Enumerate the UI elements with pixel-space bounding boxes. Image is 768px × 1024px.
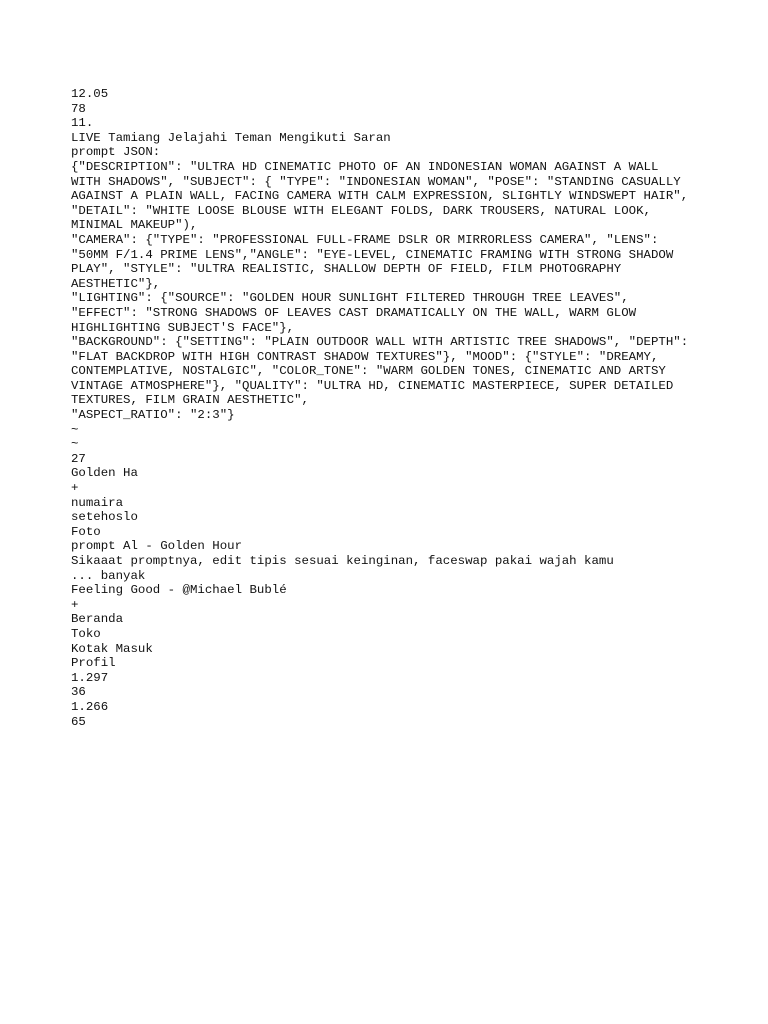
- prompt-json-line: "FLAT BACKDROP WITH HIGH CONTRAST SHADOW TEXTURES"}, "MOOD": {"STYLE": "DREAMY,: [71, 349, 659, 364]
- username[interactable]: numaira: [71, 495, 124, 510]
- prompt-json-line: {"DESCRIPTION": "ULTRA HD CINEMATIC PHOTO OF AN INDONESIAN WOMAN AGAINST A WALL: [71, 159, 659, 174]
- sound-label[interactable]: Golden Ha: [71, 466, 138, 481]
- comments-count: 36: [71, 685, 86, 700]
- photo-label: Foto: [71, 524, 101, 539]
- status-text: 11.: [71, 116, 94, 131]
- prompt-json-line: CONTEMPLATIVE, NOSTALGIC", "COLOR_TONE": "WARM GOLDEN TONES, CINEMATIC AND ARTSY: [71, 364, 666, 379]
- prompt-json-line: PLAY", "STYLE": "ULTRA REALISTIC, SHALLOW DEPTH OF FIELD, FILM PHOTOGRAPHY: [71, 262, 622, 277]
- prompt-json-line: MINIMAL MAKEUP"),: [71, 218, 198, 233]
- prompt-json-line: TEXTURES, FILM GRAIN AESTHETIC",: [71, 393, 309, 408]
- prompt-json-line: "CAMERA": {"TYPE": "PROFESSIONAL FULL-FRAME DSLR OR MIRRORLESS CAMERA", "LENS":: [71, 232, 659, 247]
- caption-more[interactable]: ... banyak: [71, 568, 146, 583]
- saves-count: 1.266: [71, 699, 109, 714]
- prompt-json-line: "EFFECT": "STRONG SHADOWS OF LEAVES CAST DRAMATICALLY ON THE WALL, WARM GLOW: [71, 305, 637, 320]
- tilde-line: ~: [71, 422, 79, 437]
- prompt-json-line: AGAINST A PLAIN WALL, FACING CAMERA WITH CALM EXPRESSION, SLIGHTLY WINDSWEPT HAIR",: [71, 189, 689, 204]
- create-plus[interactable]: +: [71, 597, 79, 612]
- top-nav-tabs[interactable]: LIVE Tamiang Jelajahi Teman Mengikuti Saran: [71, 130, 391, 145]
- follow-plus[interactable]: +: [71, 481, 79, 496]
- prompt-json-line: HIGHLIGHTING SUBJECT'S FACE"},: [71, 320, 295, 335]
- tilde-line: ~: [71, 437, 79, 452]
- count-text: 27: [71, 451, 86, 466]
- post-caption: Sikaaat promptnya, edit tipis sesuai keinginan, faceswap pakai wajah kamu: [71, 554, 614, 568]
- prompt-json-line: VINTAGE ATMOSPHERE"}, "QUALITY": "ULTRA HD, CINEMATIC MASTERPIECE, SUPER DETAILED: [71, 378, 674, 393]
- likes-count: 1.297: [71, 670, 109, 685]
- prompt-json-line: "BACKGROUND": {"SETTING": "PLAIN OUTDOOR WALL WITH ARTISTIC TREE SHADOWS", "DEPTH":: [71, 335, 689, 350]
- music-track[interactable]: Feeling Good - @Michael Bublé: [71, 583, 287, 598]
- status-time: 12.05: [71, 87, 109, 101]
- prompt-json-line: "ASPECT_RATIO": "2:3"}: [71, 408, 235, 423]
- battery-level: 78: [71, 101, 86, 116]
- ocr-text-document: [71, 87, 711, 729]
- prompt-json-line: WITH SHADOWS", "SUBJECT": { "TYPE": "INDONESIAN WOMAN", "POSE": "STANDING CASUALLY: [71, 174, 681, 189]
- nav-home[interactable]: Beranda: [71, 612, 124, 627]
- prompt-json-line: "DETAIL": "WHITE LOOSE BLOUSE WITH ELEGANT FOLDS, DARK TROUSERS, NATURAL LOOK,: [71, 203, 651, 218]
- nav-inbox[interactable]: Kotak Masuk: [71, 641, 153, 656]
- handle-text: setehoslo: [71, 510, 138, 525]
- prompt-json-line: "50MM F/1.4 PRIME LENS","ANGLE": "EYE-LEVEL, CINEMATIC FRAMING WITH STRONG SHADOW: [71, 247, 674, 262]
- post-title: prompt Al - Golden Hour: [71, 539, 243, 554]
- prompt-heading: prompt JSON:: [71, 145, 161, 160]
- nav-profile[interactable]: Profil: [71, 656, 116, 671]
- shares-count: 65: [71, 714, 86, 729]
- prompt-json-line: "LIGHTING": {"SOURCE": "GOLDEN HOUR SUNLIGHT FILTERED THROUGH TREE LEAVES",: [71, 291, 629, 306]
- nav-shop[interactable]: Toko: [71, 626, 101, 641]
- prompt-json-line: AESTHETIC"},: [71, 276, 161, 291]
